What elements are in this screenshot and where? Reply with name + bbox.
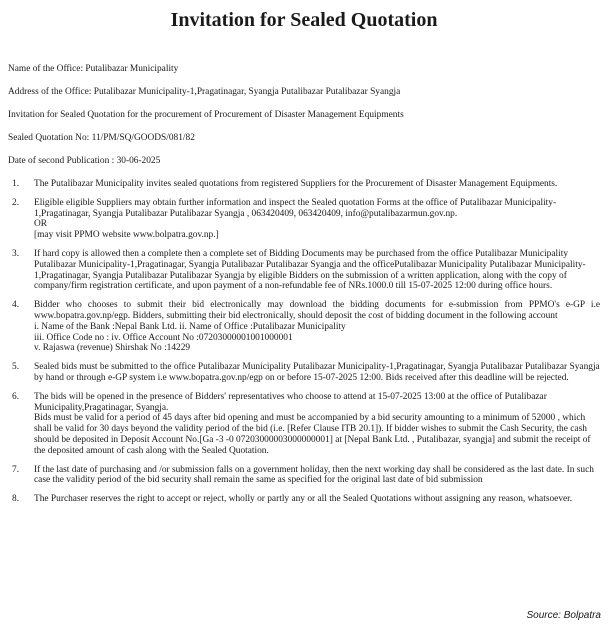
- clause-text: Eligible eligible Suppliers may obtain further information and inspect the Sealed quotation Forms at the office of Putalibazar Municipality-1,Pragatinagar, Syangja Putalibazar Putalibazar Syangja , 063420409, 063420409, info@putalibazarmun.gov.np.: [34, 197, 557, 219]
- clause-text: If the last date of purchasing and /or submission falls on a government holiday, then the next working day shall be considered as the last date. In such case the validity period of the bid security shall remain the same as specified for the original last date of bid submission: [34, 464, 594, 486]
- notice-clauses: [8, 179, 600, 505]
- clause-number: 2.: [12, 197, 20, 208]
- clause-1: [8, 179, 600, 190]
- page-title: Invitation for Sealed Quotation: [170, 9, 438, 31]
- invitation-line: Invitation for Sealed Quotation for the procurement of Procurement of Disaster Management Equipments: [8, 110, 404, 120]
- clause-text: The Putalibazar Municipality invites sealed quotations from registered Suppliers for the Procurement of Disaster Management Equipments.: [34, 179, 558, 189]
- clause-number: 3.: [12, 248, 20, 259]
- office-address: Address of the Office: Putalibazar Municipality-1,Pragatinagar, Syangja Putalibazar Putalibazar Syangja: [8, 87, 401, 97]
- source-credit: Source: Bolpatra: [526, 610, 601, 621]
- clause-5: [8, 362, 600, 384]
- notice-meta: [8, 63, 600, 167]
- account-details: iii. Office Code no : iv. Office Account No :07203000001001000001: [34, 332, 293, 343]
- clause-number: 4.: [12, 300, 20, 311]
- clause-text: The bids will be opened in the presence of Bidders' representatives who choose to attend at 15-07-2025 13:00 at the office of Putalibazar Municipality,Pragatinagar, Syangja.: [34, 391, 547, 413]
- clause-2: [8, 198, 600, 241]
- clause-text: [may visit PPMO website www.bolpatra.gov.np.]: [34, 230, 219, 241]
- clause-number: 6.: [12, 391, 20, 402]
- clause-text: Bidder who chooses to submit their bid electronically may download the bidding documents for e-submission from PPMO's e-GP i.e www.bopatra.gov.np/egp. Bidders, submitting their bid electronically, should deposit the cost of bidding document in the following account: [34, 300, 600, 321]
- clause-number: 5.: [12, 362, 20, 373]
- clause-number: 1.: [12, 179, 20, 189]
- clause-7: [8, 465, 600, 487]
- clause-8: [8, 494, 600, 505]
- publication-date: Date of second Publication : 30-06-2025: [8, 156, 161, 166]
- quotation-number: Sealed Quotation No: 11/PM/SQ/GOODS/081/82: [8, 133, 195, 143]
- clause-text: If hard copy is allowed then a complete then a complete set of Bidding Documents may be purchased from the office Putalibazar Municipality Putalibazar Municipality-1,Pragatinagar, Syangja Putalibazar Putalibazar Syangja and the officePutalibazar Municipality Putalibazar Municipality-1,Pragatinagar, Syangja Putalibazar Putalibazar Syangja by eligible Bidders on the submission of a written application, along with the copy of company/firm registration certificate, and upon payment of a non-refundable fee of NRs.1000.0 till 15-07-2025 12:00 during office hours.: [34, 248, 586, 292]
- bank-details: i. Name of the Bank :Nepal Bank Ltd. ii. Name of Office :Putalibazar Municipality: [34, 321, 346, 332]
- clause-4: [8, 300, 600, 354]
- clause-text: Sealed bids must be submitted to the office Putalibazar Municipality Putalibazar Municipality-1,Pragatinagar, Syangja Putalibazar Putalibazar Syangja by hand or through e-GP system i.e www.bopatra.gov.np/egp on or before 15-07-2025 12:00. Bids received after this deadline will be rejected.: [34, 362, 600, 383]
- clause-text: Bids must be valid for a period of 45 days after bid opening and must be accompanied by a bid security amounting to a minimum of 52000 , which shall be valid for 30 days beyond the validity period of the bid (i.e. [Refer Clause ITB 20.1]). If bidder wishes to submit the Cash Security, the cash should be deposited in Deposit Account No.[Ga -3 -0 07203000003000000001] at [Nepal Bank Ltd. , Putalibazar, syangja] and submit the receipt of the deposited amount of cash along with the Sealed Quotation.: [34, 413, 591, 456]
- clause-6: [8, 392, 600, 457]
- office-name: Name of the Office: Putalibazar Municipality: [8, 64, 179, 74]
- clause-text: OR: [34, 219, 48, 230]
- revenue-details: v. Rajaswa (revenue) Shirshak No :14229: [34, 343, 191, 354]
- clause-text: The Purchaser reserves the right to accept or reject, wholly or partly any or all the Sealed Quotations without assigning any reason, whatsoever.: [34, 494, 573, 505]
- clause-3: [8, 249, 600, 292]
- clause-number: 7.: [12, 464, 20, 475]
- clause-number: 8.: [12, 494, 20, 505]
